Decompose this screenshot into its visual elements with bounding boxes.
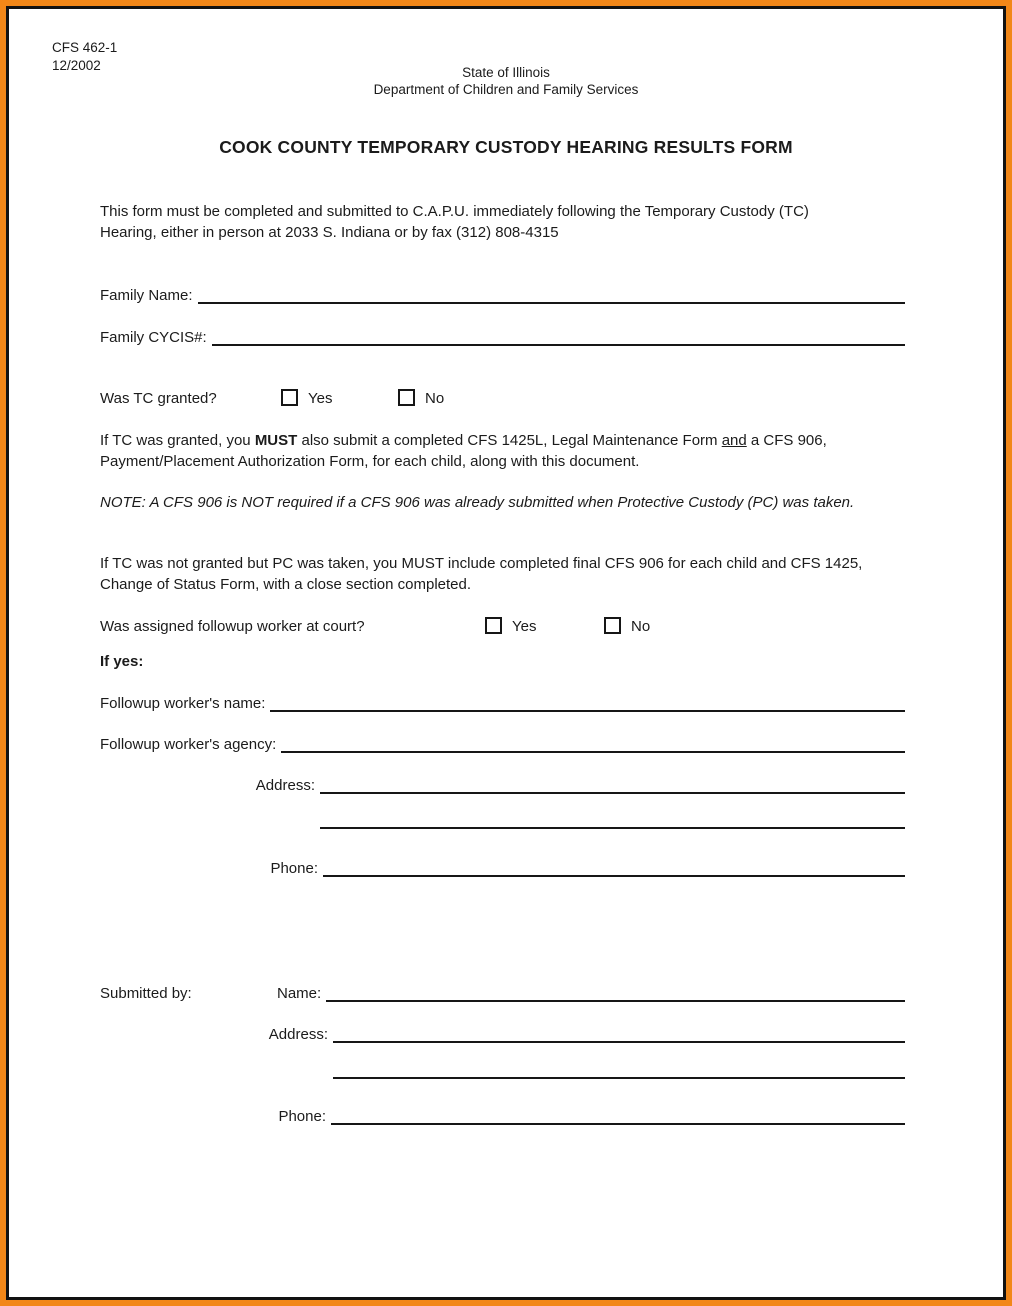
granted-text-2: also submit a completed CFS 1425L, Legal Maintenance Form <box>297 432 722 449</box>
submitted-address-input-line[interactable] <box>333 1024 905 1043</box>
granted-must-emphasis: MUST <box>254 432 298 449</box>
tc-granted-no-checkbox[interactable] <box>398 389 415 406</box>
family-name-input-line[interactable] <box>198 285 905 304</box>
submitted-name-input-line[interactable] <box>326 983 905 1002</box>
followup-address-input-line[interactable] <box>320 775 905 794</box>
granted-text-3: a CFS 906, Payment/Placement Authorization Form, for each child, along with this document. <box>100 432 827 470</box>
note-paragraph: NOTE: A CFS 906 is NOT required if a CFS 906 was already submitted when Protective Custody (PC) was taken. <box>100 494 855 511</box>
followup-name-input-line[interactable] <box>270 693 905 712</box>
tc-granted-question-label: Was TC granted? <box>100 390 217 407</box>
followup-name-label: Followup worker's name: <box>100 695 266 712</box>
followup-address-input-line-2[interactable] <box>320 809 905 829</box>
followup-at-court-no-checkbox[interactable] <box>604 617 621 634</box>
submitted-by-name-row <box>100 983 905 1004</box>
form-number: CFS 462-1 <box>52 40 118 55</box>
followup-phone-label: Phone: <box>270 860 318 877</box>
intro-paragraph: This form must be completed and submitted to C.A.P.U. immediately following the Temporary Custody (TC) Hearing, either in person at 2033 S. Indiana or by fax (312) 808-4315 <box>100 203 809 241</box>
followup-address-row <box>100 775 905 796</box>
followup-agency-row <box>100 734 905 755</box>
not-granted-instructions-paragraph: If TC was not granted but PC was taken, you MUST include completed final CFS 906 for each child and CFS 1425, Change of Status Form, with a close section completed. <box>100 555 863 593</box>
followup-at-court-yes-checkbox[interactable] <box>485 617 502 634</box>
followup-at-court-no-label: No <box>631 618 651 635</box>
family-name-row <box>100 285 905 306</box>
agency-department: Department of Children and Family Services <box>373 82 639 97</box>
submitted-by-label: Submitted by: <box>100 985 192 1002</box>
if-yes-label: If yes: <box>100 653 144 670</box>
agency-header <box>9 64 1003 98</box>
followup-agency-label: Followup worker's agency: <box>100 736 277 753</box>
submitted-address-input-line-2[interactable] <box>333 1059 905 1079</box>
submitted-phone-input-line[interactable] <box>331 1106 905 1125</box>
family-name-label: Family Name: <box>100 287 193 304</box>
agency-state: State of Illinois <box>462 65 550 80</box>
followup-address-label: Address: <box>255 777 315 794</box>
followup-agency-input-line[interactable] <box>281 734 905 753</box>
form-date: 12/2002 <box>52 58 101 73</box>
form-title: COOK COUNTY TEMPORARY CUSTODY HEARING RESULTS FORM <box>219 137 793 157</box>
tc-granted-no-label: No <box>425 390 445 407</box>
tc-granted-yes-checkbox[interactable] <box>281 389 298 406</box>
form-page <box>6 6 1006 1300</box>
followup-at-court-question-label: Was assigned followup worker at court? <box>100 618 365 635</box>
followup-name-row <box>100 693 905 714</box>
submitted-phone-label: Phone: <box>278 1108 326 1125</box>
submitted-phone-row <box>100 1106 905 1127</box>
submitted-address-label: Address: <box>268 1026 328 1043</box>
granted-text-1: If TC was granted, you <box>100 432 255 449</box>
granted-instructions-paragraph <box>100 430 902 472</box>
followup-phone-row <box>100 858 905 879</box>
followup-at-court-yes-label: Yes <box>512 618 537 635</box>
followup-phone-input-line[interactable] <box>323 858 905 877</box>
family-cycis-row <box>100 327 905 348</box>
tc-granted-question-row <box>100 388 905 410</box>
granted-and-emphasis: and <box>721 432 747 449</box>
submitted-name-label: Name: <box>277 985 322 1002</box>
followup-at-court-question-row <box>100 616 905 638</box>
family-cycis-label: Family CYCIS#: <box>100 329 207 346</box>
family-cycis-input-line[interactable] <box>212 327 905 346</box>
tc-granted-yes-label: Yes <box>308 390 333 407</box>
submitted-address-row <box>100 1024 905 1045</box>
